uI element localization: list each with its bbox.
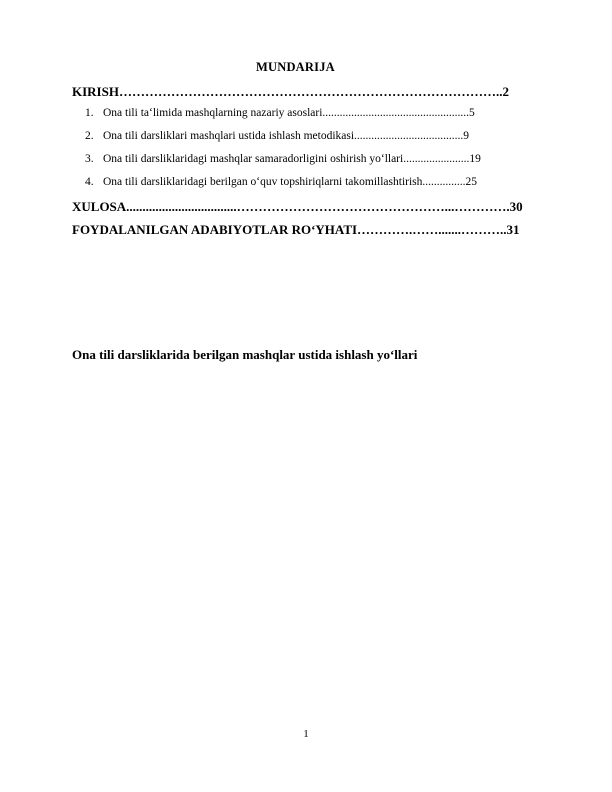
page-number: 1 [303, 728, 309, 740]
toc-subentry-1 [72, 107, 558, 130]
toc-subentry-2 [72, 130, 558, 153]
toc-subentry-number: 1. [85, 107, 94, 119]
toc-entry-adabiyotlar: FOYDALANILGAN ADABIYOTLAR RO‘YHATI………….…….......………..31 [72, 222, 520, 237]
toc-subentry-number: 4. [85, 176, 94, 188]
toc-entry-kirish: KIRISH……………………………………………………………………………..2 [72, 84, 509, 99]
toc-subentry-text: Ona tili darsliklari mashqlari ustida ishlash metodikasi......................................9 [103, 130, 470, 142]
table-of-contents [72, 84, 572, 245]
toc-entry-xulosa: XULOSA..................................…………………………………………...………….30 [72, 199, 523, 214]
toc-subentry-text: Ona tili darsliklaridagi berilgan o‘quv topshiriqlarni takomillashtirish...............25 [103, 176, 478, 188]
toc-subentry-number: 2. [85, 130, 94, 142]
toc-subentry-text: Ona tili darsliklaridagi mashqlar samaradorligini oshirish yo‘llari.......................19 [103, 153, 481, 165]
section-heading: Ona tili darsliklarida berilgan mashqlar ustida ishlash yo‘llari [72, 347, 418, 362]
toc-subentry-3 [72, 153, 558, 176]
toc-subentry-number: 3. [85, 153, 94, 165]
toc-subentry-text: Ona tili ta‘limida mashqlarning nazariy asoslari...................................................5 [103, 107, 475, 119]
page-title: MUNDARIJA [256, 60, 335, 74]
toc-subentry-4 [72, 176, 558, 199]
